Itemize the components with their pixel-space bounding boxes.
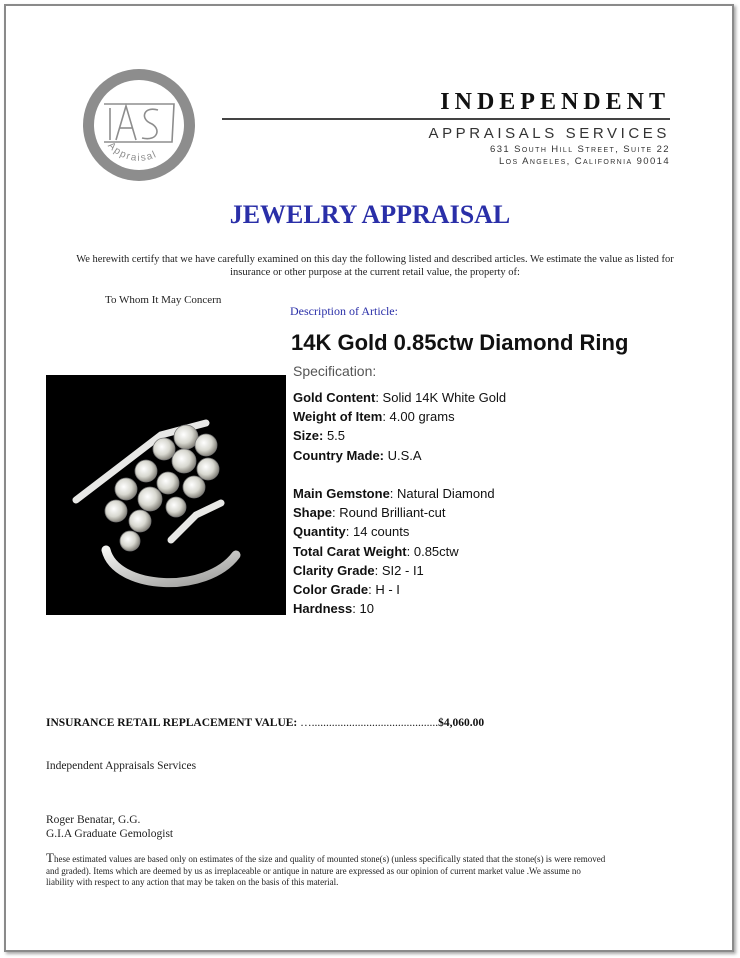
spec-row (293, 599, 506, 618)
value-dots: …............................................ (300, 717, 439, 729)
spec-value: : Natural Diamond (389, 485, 495, 501)
value-amount: $4,060.00 (438, 717, 485, 729)
spec-key: Weight of Item (293, 409, 383, 425)
disclaimer-first-letter: T (46, 850, 54, 865)
page-title: JEWELRY APPRAISAL (229, 200, 511, 229)
ias-logo (80, 66, 198, 184)
spec-value: : 10 (352, 601, 374, 617)
spec-row (293, 561, 506, 580)
disclaimer-text: hese estimated values are based only on estimates of the size and quality of mounted stone(s) (unless specifically stated that the stone(s) is were removed and graded). Items which are deemed by us as irreplaceable or antique in nature are expressed as our opinion of current market value .We assume no liability with respect to any action that may be taken on the basis of this material. (46, 854, 606, 887)
insurance-value-line (46, 717, 484, 729)
company-footer: Independent Appraisals Services (46, 760, 197, 772)
signer-title: G.I.A Graduate Gemologist (46, 828, 174, 840)
spec-value: : H - I (368, 581, 400, 597)
spec-key: Total Carat Weight (293, 543, 407, 559)
spec-key: Country Made: (293, 447, 384, 463)
address-line-2: Los Angeles, California 90014 (499, 156, 670, 167)
certification-text: We herewith certify that we have carefully examined on this day the following listed and described articles. We estimate the value as listed for insurance or other purpose at the current retail value, the property of: (76, 254, 674, 278)
spec-row (293, 426, 506, 445)
spec-row (293, 446, 506, 465)
spec-value: : 4.00 grams (382, 409, 455, 425)
spec-key: Quantity (293, 524, 346, 540)
specification-label: Specification: (293, 363, 377, 379)
spec-value: : SI2 - I1 (374, 562, 424, 578)
spec-key: Clarity Grade (293, 562, 375, 578)
address-line-1: 631 South Hill Street, Suite 22 (490, 144, 670, 155)
spec-row (293, 542, 506, 561)
spec-group-gap (293, 465, 506, 484)
spec-key: Color Grade (293, 581, 369, 597)
ring-photo (46, 375, 286, 615)
signer-name: Roger Benatar, G.G. (46, 814, 141, 826)
spec-row (293, 580, 506, 599)
signer-block (46, 813, 173, 841)
spec-key: Size: (293, 428, 324, 444)
specification-list (293, 388, 506, 618)
spec-value: : 0.85ctw (406, 543, 459, 559)
spec-value: 5.5 (323, 428, 346, 444)
spec-row (293, 388, 506, 407)
logo-arc-text: Appraisal (105, 140, 160, 164)
spec-value: U.S.A (384, 447, 422, 463)
spec-value: : Round Brilliant-cut (332, 505, 446, 521)
recipient: To Whom It May Concern (105, 294, 222, 306)
company-subtitle: APPRAISALS SERVICES (428, 125, 670, 142)
company-name: INDEPENDENT (440, 89, 670, 115)
spec-value: : Solid 14K White Gold (375, 390, 507, 405)
spec-row (293, 484, 506, 503)
spec-key: Main Gemstone (293, 485, 390, 501)
spec-row (293, 407, 506, 426)
spec-key: Shape (293, 505, 333, 521)
description-label: Description of Article: (290, 304, 398, 318)
spec-value: : 14 counts (345, 524, 410, 540)
product-title: 14K Gold 0.85ctw Diamond Ring (291, 330, 629, 355)
company-header (222, 88, 670, 168)
spec-row (293, 522, 506, 541)
spec-key: Hardness (293, 601, 353, 617)
spec-row (293, 503, 506, 522)
header-rule (222, 118, 670, 120)
disclaimer (46, 852, 606, 889)
spec-key: Gold Content (293, 390, 376, 405)
value-label: INSURANCE RETAIL REPLACEMENT VALUE: (46, 717, 298, 729)
